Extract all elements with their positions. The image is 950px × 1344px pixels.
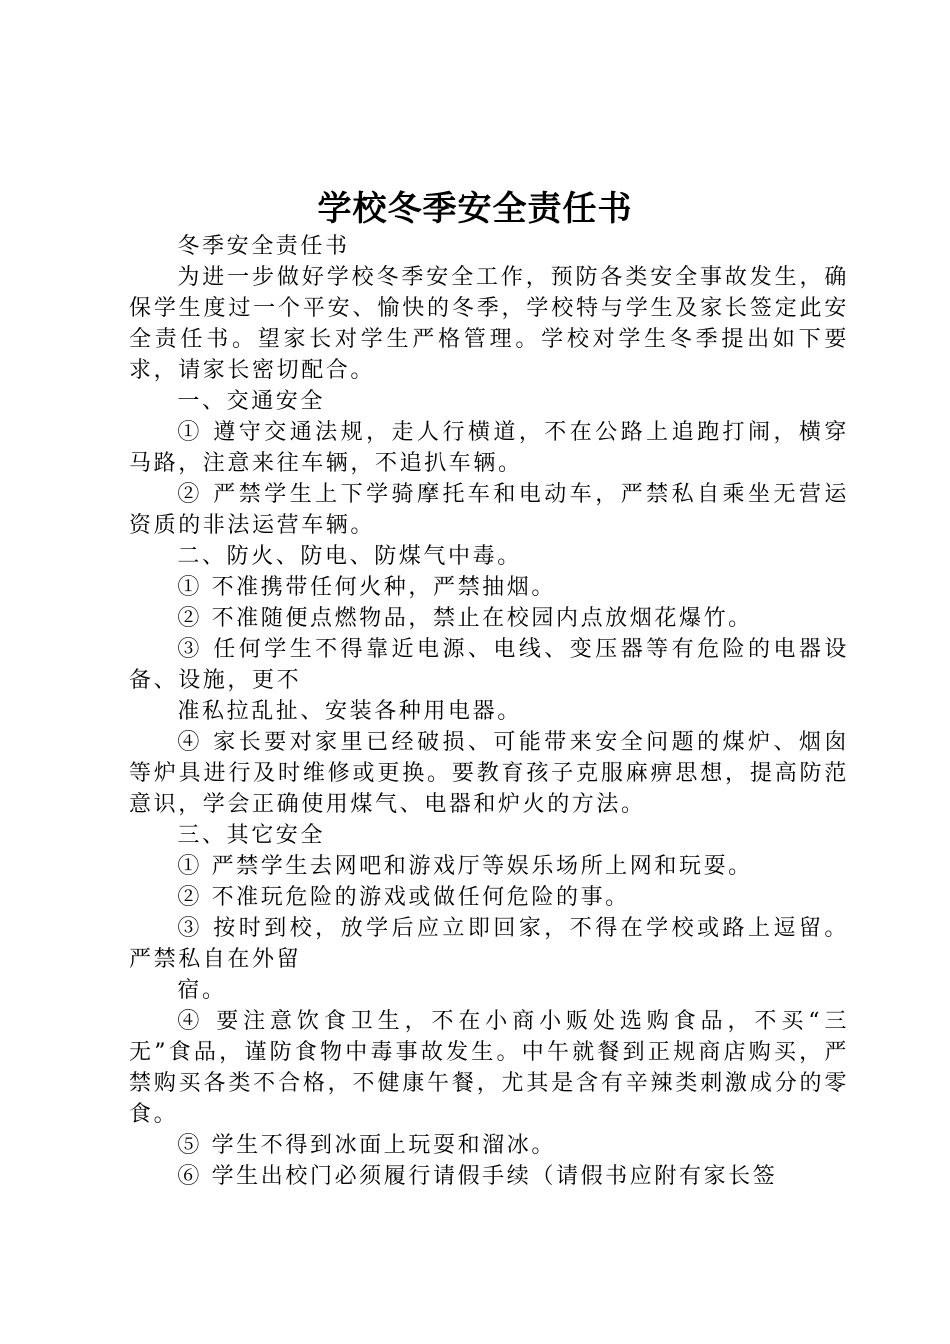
list-item: ③ 任何学生不得靠近电源、电线、变压器等有危险的电器设备、设施，更不 (129, 637, 849, 693)
list-item: ⑤ 学生不得到冰面上玩耍和溜冰。 (177, 1133, 556, 1158)
list-item-continuation: 宿。 (177, 978, 227, 1003)
list-item: ② 不准随便点燃物品，禁止在校园内点放烟花爆竹。 (177, 606, 753, 631)
list-item: ③ 按时到校，放学后应立即回家，不得在学校或路上逗留。严禁私自在外留 (129, 916, 849, 972)
paragraph-intro: 为进一步做好学校冬季安全工作，预防各类安全事故发生，确保学生度过一个平安、愉快的冬季，学校特与学生及家长签定此安全责任书。望家长对学生严格管理。学校对学生冬季提出如下要求，请家长密切配合。 (129, 265, 849, 383)
section-heading-fire: 二、防火、防电、防煤气中毒。 (177, 544, 522, 569)
list-item: ① 严禁学生去网吧和游戏厅等娱乐场所上网和玩耍。 (177, 854, 753, 879)
document-body (129, 231, 849, 1192)
list-item-continuation: 准私拉乱扯、安装各种用电器。 (177, 699, 522, 724)
list-item: ④ 要注意饮食卫生，不在小商小贩处选购食品，不买“三无”食品，谨防食物中毒事故发生。中午就餐到正规商店购买，严禁购买各类不合格，不健康午餐，尤其是含有辛辣类刺激成分的零食。 (129, 1009, 849, 1127)
list-item: ② 严禁学生上下学骑摩托车和电动车，严禁私自乘坐无营运资质的非法运营车辆。 (129, 482, 849, 538)
list-item: ① 遵守交通法规，走人行横道，不在公路上追跑打闹，横穿马路，注意来往车辆，不追扒车辆。 (129, 420, 849, 476)
list-item: ⑥ 学生出校门必须履行请假手续（请假书应附有家长签 (177, 1164, 778, 1189)
list-item: ② 不准玩危险的游戏或做任何危险的事。 (177, 885, 630, 910)
list-item: ① 不准携带任何火种，严禁抽烟。 (177, 575, 556, 600)
list-item: ④ 家长要对家里已经破损、可能带来安全问题的煤炉、烟囱等炉具进行及时维修或更换。要教育孩子克服麻痹思想，提高防范意识，学会正确使用煤气、电器和炉火的方法。 (129, 730, 849, 817)
document-title: 学校冬季安全责任书 (317, 189, 633, 229)
section-heading-traffic: 一、交通安全 (177, 389, 325, 414)
paragraph-heading: 冬季安全责任书 (177, 234, 350, 259)
section-heading-other: 三、其它安全 (177, 823, 325, 848)
